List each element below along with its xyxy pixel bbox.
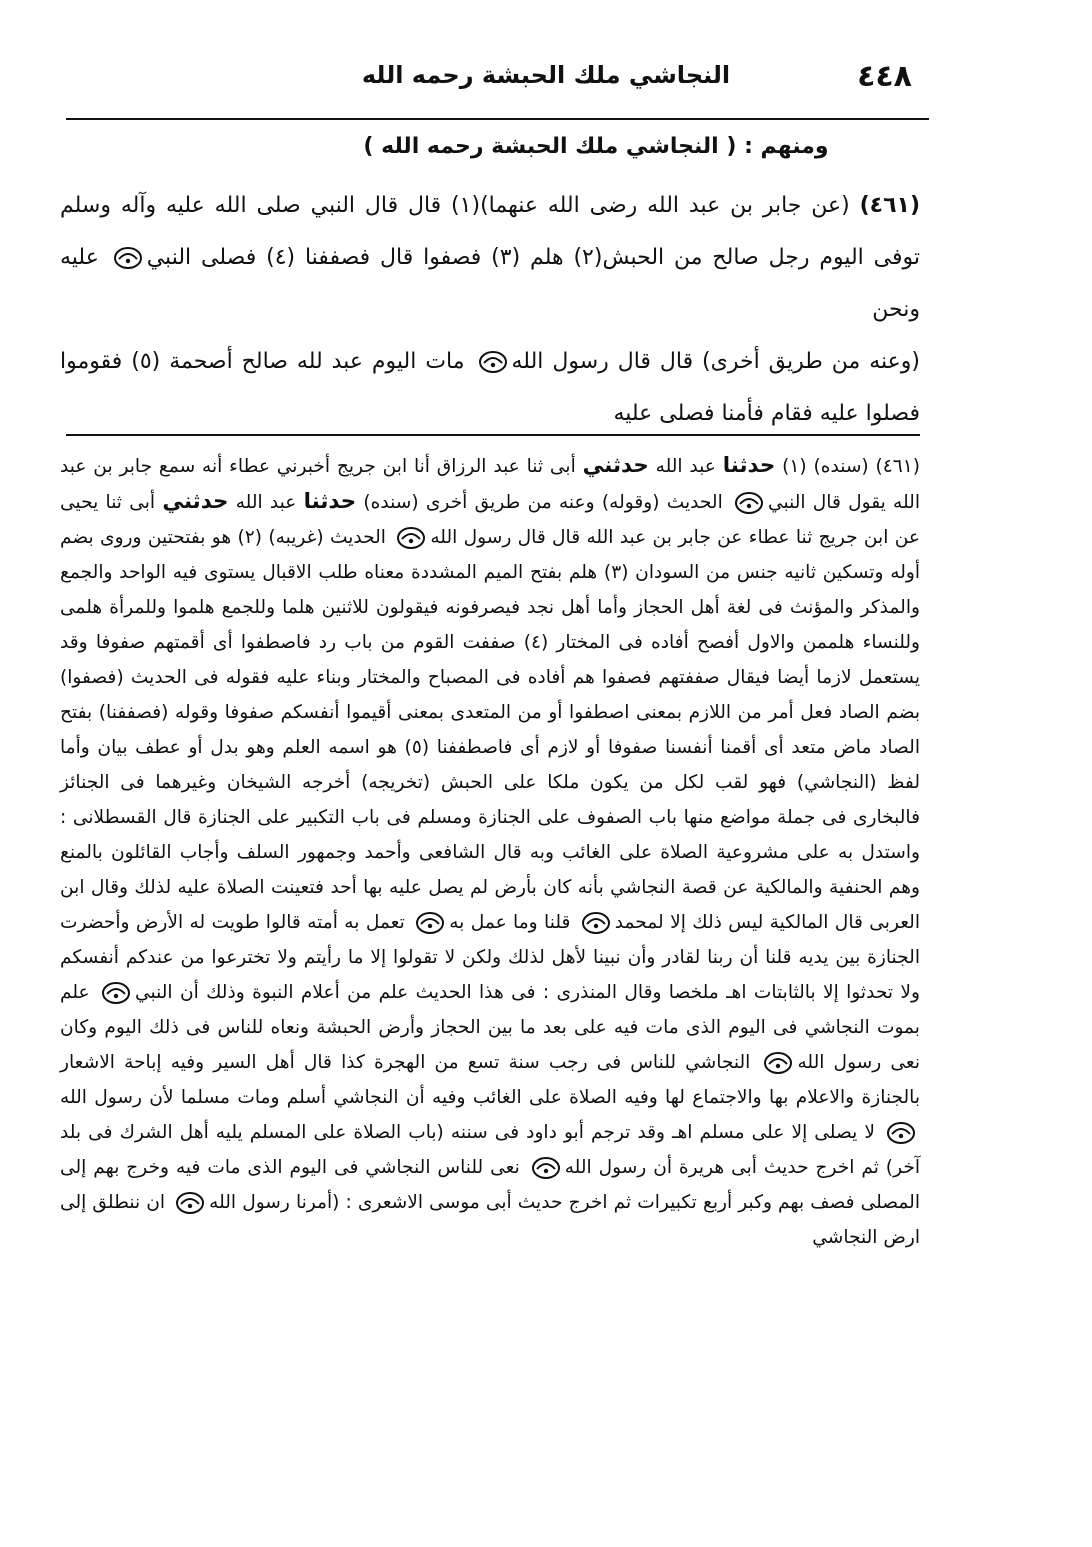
salla-allah-seal-icon — [581, 910, 611, 936]
salla-allah-seal-icon — [734, 490, 764, 516]
salla-allah-seal-icon — [478, 349, 508, 375]
page-header — [70, 55, 1022, 99]
header-rule — [66, 118, 929, 120]
salla-allah-seal-icon — [886, 1120, 916, 1146]
section-heading: ومنهم : ( النجاشي ملك الحبشة رحمه الله ) — [363, 134, 829, 159]
footnote-rule — [66, 434, 920, 436]
running-title: النجاشي ملك الحبشة رحمه الله — [361, 61, 731, 89]
hadith-paragraph-alt: (وعنه من طريق أخرى) قال قال رسول الله مات اليوم عبد لله صالح أصحمة (٥) فقوموا فصلوا عليه فقام فأمنا فصلى عليه — [60, 349, 920, 426]
page-number: ٤٤٨ — [857, 59, 912, 94]
salla-allah-seal-icon — [101, 980, 131, 1006]
salla-allah-seal-icon — [763, 1050, 793, 1076]
salla-allah-seal-icon — [531, 1155, 561, 1181]
salla-allah-seal-icon — [113, 245, 143, 271]
hadith-paragraph: (٤٦١) (عن جابر بن عبد الله رضى الله عنهما)(١) قال قال النبي صلى الله عليه وآله وسلم توفى اليوم رجل صالح من الحبش(٢) هلم (٣) فصفوا قال فصففنا (٤) فصلى النبي عليه ونحن — [60, 193, 921, 322]
commentary-text — [60, 448, 920, 1255]
main-hadith-text — [60, 180, 920, 440]
salla-allah-seal-icon — [175, 1190, 205, 1216]
hadith-number: (٤٦١) — [859, 193, 921, 218]
salla-allah-seal-icon — [396, 525, 426, 551]
salla-allah-seal-icon — [415, 910, 445, 936]
commentary-paragraph: (٤٦١) (سنده) (١) حدثنا عبد الله حدثني أبى ثنا عبد الرزاق أنا ابن جريج أخبرني عطاء أنه سمع جابر بن عبد الله يقول قال النبي الحديث (وقوله) وعنه من طريق أخرى (سنده) حدثنا عبد الله حدثني أبى ثنا يحيى عن ابن جريج ثنا عطاء عن جابر بن عبد الله قال قال رسول الله الحديث (غريبه) (٢) هو بفتحتين وروى بضم أوله وتسكين ثانيه جنس من السودان (٣) هلم بفتح الميم المشددة معناه طلب الاقبال يستوى فيه الواحد والجمع والمذكر والمؤنث فى لغة أهل الحجاز وأما أهل نجد فيصرفونه فيقولون للاثنين هلما وللجمع هلموا وللمرأة هلمى وللنساء هلممن والاول أفصح أفاده فى المختار (٤) صففت القوم من باب رد فاصطفوا أى أقمتهم صفوفا وقد يستعمل لازما أيضا فيقال صففتهم فصفوا هم أفاده فى المصباح والمختار وبناء عليه فقوله فى الحديث (فصفوا) بضم الصاد فعل أمر من اللازم بمعنى اصطفوا أو من المتعدى بمعنى أقيموا أنفسكم صفوفا وقوله (فصففنا) بفتح الصاد ماض متعد أى أقمنا أنفسنا صفوفا أو لازم أى فاصطففنا (٥) هو اسمه العلم وهو بدل أو عطف بيان وأما لفظ (النجاشي) فهو لقب لكل من يكون ملكا على الحبش (تخريجه) أخرجه الشيخان وغيرهما فى الجنائز فالبخارى فى جملة مواضع منها باب الصفوف على الجنازة ومسلم فى باب التكبير على الجنازة قال القسطلانى : واستدل به على مشروعية الصلاة على الغائب وبه قال الشافعى وأحمد وجمهور السلف وأجاب القائلون بالمنع وهم الحنفية والمالكية عن قصة النجاشي بأنه كان بأرض لم يصل عليه بها أحد فتعينت الصلاة عليه لذلك وقال ابن العربى قال المالكية ليس ذلك إلا لمحمد قلنا وما عمل به تعمل به أمته قالوا طويت له الأرض وأحضرت الجنازة بين يديه قلنا أن ربنا لقادر وأن نبينا لأهل لذلك ولكن لا تقولوا إلا ما رأيتم ولا تخترعوا من عندكم أنفسكم ولا تحدثوا إلا بالثابتات اهـ ملخصا وقال المنذرى : فى هذا الحديث علم من أعلام النبوة وذلك أن النبي علم بموت النجاشي فى اليوم الذى مات فيه على بعد ما بين الحجاز وأرض الحبشة ونعاه للناس فى ذلك اليوم وكان نعى رسول الله النجاشي للناس فى رجب سنة تسع من الهجرة كذا قال أهل السير وفيه إباحة الاشعار بالجنازة والاعلام بها والاجتماع لها وفيه الصلاة على الغائب وفيه أن النجاشي أسلم ومات مسلما لأن رسول الله لا يصلى إلا على مسلم اهـ وقد ترجم أبو داود فى سننه (باب الصلاة على المسلم يليه أهل الشرك فى بلد آخر) ثم اخرج حديث أبى هريرة أن رسول الله نعى للناس النجاشي فى اليوم الذى مات فيه وخرج بهم إلى المصلى فصف بهم وكبر أربع تكبيرات ثم اخرج حديث أبى موسى الاشعرى : (أمرنا رسول الله ان ننطلق إلى ارض النجاشي — [60, 453, 921, 1248]
